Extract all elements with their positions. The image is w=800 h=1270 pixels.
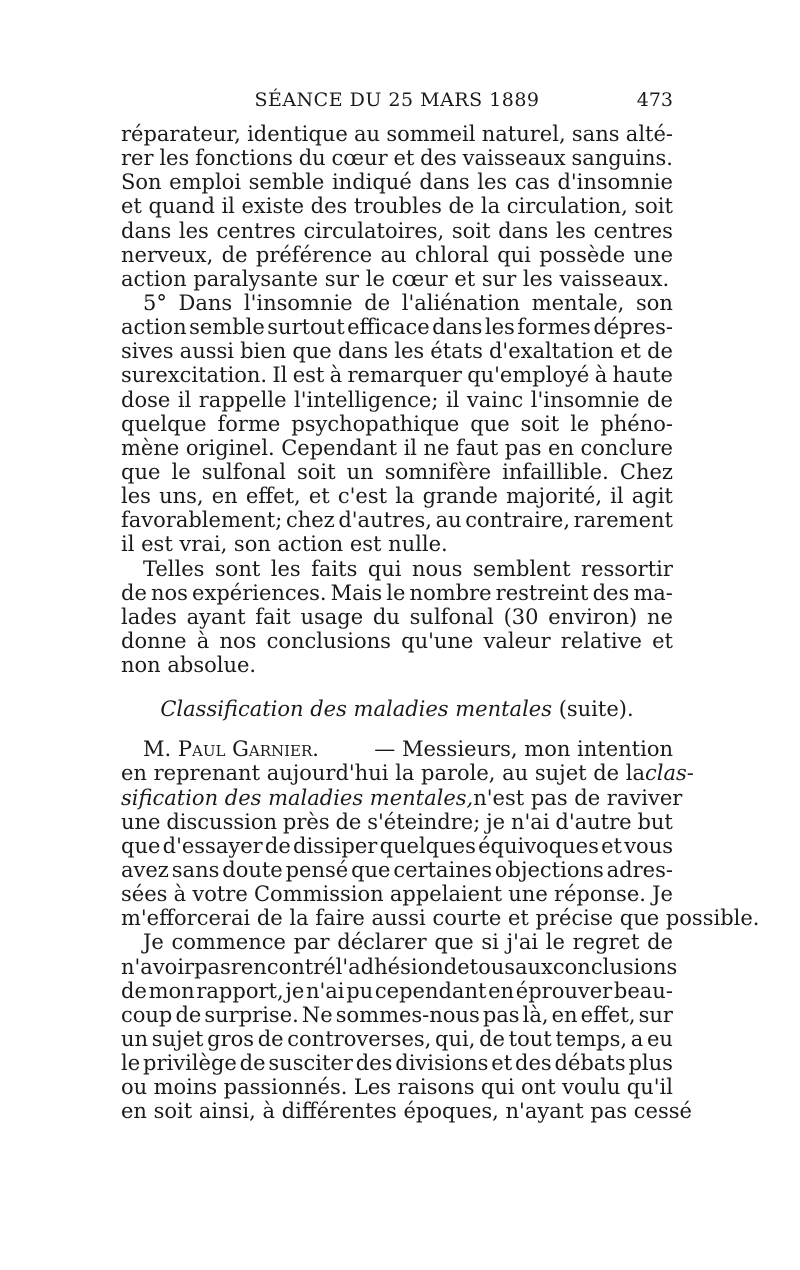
- text-line: Son emploi semble indiqué dans les cas d'insomnie: [121, 170, 673, 195]
- text-line: action paralysante sur le cœur et sur les vaisseaux.: [121, 266, 670, 291]
- text-line: n'avoir pas rencontré l'adhésion de tous aux conclusions: [121, 954, 678, 979]
- text-span: n'est pas de raviver: [473, 785, 683, 810]
- section-heading-suffix: (suite).: [558, 697, 634, 722]
- text-line: les uns, en effet, et c'est la grande majorité, il agit: [121, 484, 673, 509]
- speaker-name: M. Paul Garnier.: [143, 737, 319, 762]
- text-line: nerveux, de préférence au chloral qui possède une: [121, 242, 673, 267]
- text-line: sives aussi bien que dans les états d'exaltation et de: [121, 339, 673, 364]
- text-line: avez sans doute pensé que certaines objections adres-: [121, 857, 673, 882]
- text-line: [121, 737, 673, 761]
- paragraph-garnier-response: [121, 930, 692, 1124]
- text-line: de mon rapport, je n'ai pu cependant en éprouver beau-: [121, 978, 673, 1003]
- text-line: [121, 761, 694, 786]
- text-line: Telles sont les faits qui nous semblent ressortir: [143, 556, 673, 581]
- text-line: dans les centres circulatoires, soit dans les centres: [121, 218, 673, 243]
- text-line: rer les fonctions du cœur et des vaisseaux sanguins.: [121, 146, 673, 171]
- book-page: [121, 88, 760, 1124]
- text-line: et quand il existe des troubles de la circulation, soit: [121, 194, 673, 219]
- text-line: action semble surtout efficace dans les formes dépres-: [121, 315, 673, 340]
- text-line: le privilège de susciter des divisions et des débats plus: [121, 1051, 673, 1076]
- text-line: mène originel. Cependant il ne faut pas en conclure: [121, 435, 673, 460]
- text-line: il est vrai, son action est nulle.: [121, 532, 448, 557]
- text-span-italic: sification des maladies mentales,: [121, 785, 474, 810]
- text-line: 5° Dans l'insomnie de l'aliénation mentale, son: [143, 290, 673, 315]
- text-span-italic: clas-: [645, 761, 694, 786]
- text-line: non absolue.: [121, 653, 257, 678]
- paragraph-conclusions: [121, 557, 673, 678]
- text-line: un sujet gros de controverses, qui, de tout temps, a eu: [121, 1026, 673, 1051]
- text-line: donne à nos conclusions qu'une valeur relative et: [121, 628, 673, 653]
- text-line: surexcitation. Il est à remarquer qu'employé à haute: [121, 363, 673, 388]
- text-span: — Messieurs, mon intention: [374, 737, 673, 762]
- text-line: en soit ainsi, à différentes époques, n'ayant pas cessé: [121, 1099, 692, 1124]
- paragraph-insomnia-alienation: [121, 291, 673, 557]
- text-line: quelque forme psychopathique que soit le phéno-: [121, 411, 673, 436]
- text-line: une discussion près de s'éteindre; je n'ai d'autre but: [121, 809, 673, 834]
- text-line: [121, 785, 683, 810]
- text-line: de nos expériences. Mais le nombre restreint des ma-: [121, 580, 673, 605]
- text-line: Je commence par déclarer que si j'ai le regret de: [143, 930, 673, 955]
- text-line: dose il rappelle l'intelligence; il vainc l'insomnie de: [121, 387, 673, 412]
- paragraph-garnier-intro: [121, 737, 760, 931]
- text-line: réparateur, identique au sommeil naturel, sans alté-: [121, 122, 673, 146]
- paragraph-sleep-effects: [121, 122, 673, 291]
- text-line: m'efforcerai de la faire aussi courte et précise que possible.: [121, 906, 760, 931]
- text-line: coup de surprise. Ne sommes-nous pas là, en effet, sur: [121, 1002, 673, 1027]
- running-header: [121, 88, 673, 112]
- section-heading: [121, 697, 673, 723]
- text-line: lades ayant fait usage du sulfonal (30 environ) ne: [121, 604, 673, 629]
- text-line: favorablement; chez d'autres, au contraire, rarement: [121, 508, 673, 533]
- page-number: 473: [636, 89, 673, 111]
- running-title: SÉANCE DU 25 MARS 1889: [254, 89, 540, 111]
- text-line: que d'essayer de dissiper quelques équivoques et vous: [121, 833, 673, 858]
- text-line: que le sulfonal soit un somnifère infaillible. Chez: [121, 459, 673, 484]
- text-span: en reprenant aujourd'hui la parole, au sujet de la: [121, 761, 646, 786]
- section-heading-title: Classification des maladies mentales: [160, 697, 552, 722]
- text-line: sées à votre Commission appelaient une réponse. Je: [121, 882, 673, 907]
- text-line: ou moins passionnés. Les raisons qui ont voulu qu'il: [121, 1075, 673, 1100]
- paragraph-garnier-rest: [121, 809, 760, 931]
